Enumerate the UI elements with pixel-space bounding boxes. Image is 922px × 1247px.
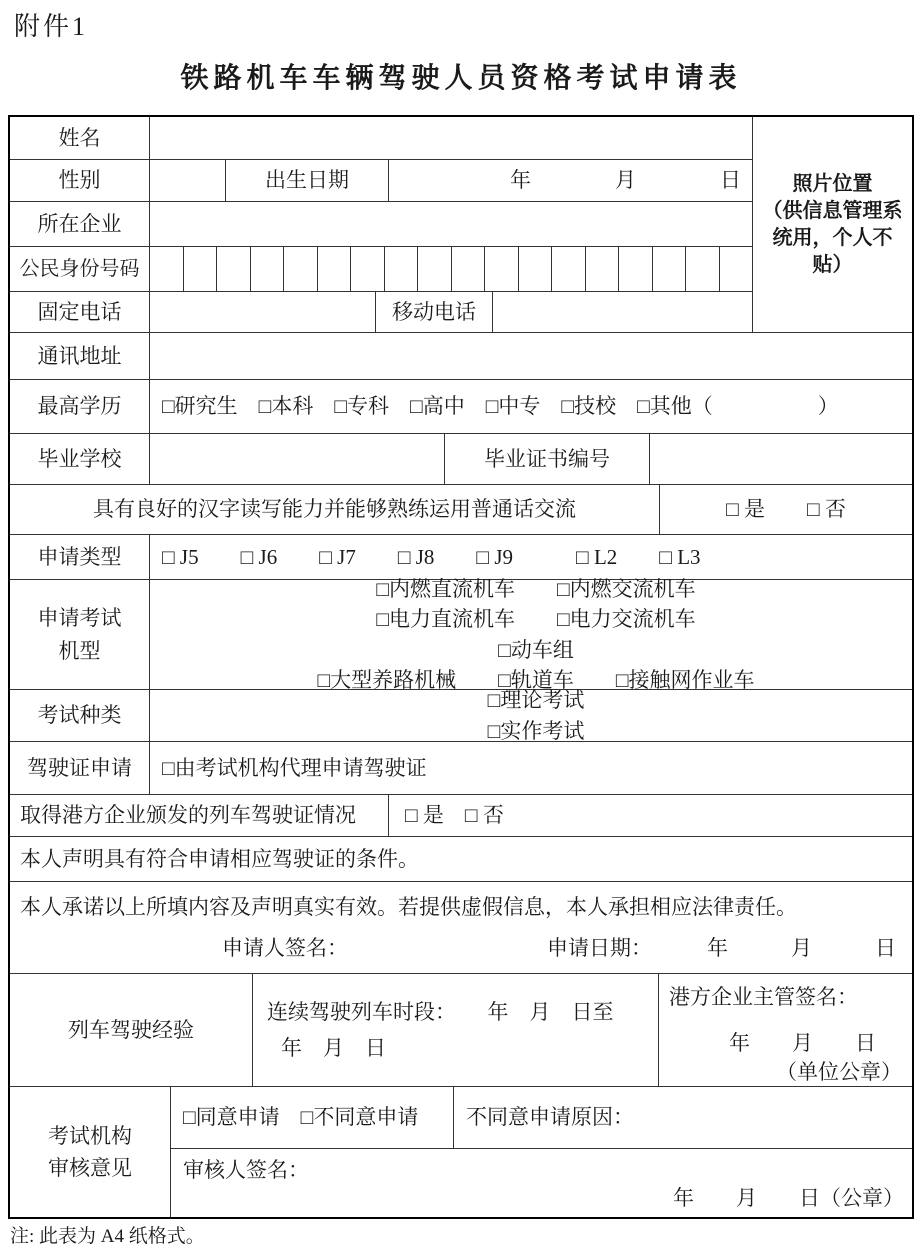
row-company (10, 202, 752, 247)
birth-date-ymd: 年 月 日 (388, 160, 752, 201)
photo-note-line: （供信息管理系 (762, 199, 903, 222)
birth-date-label: 出生日期 (225, 160, 388, 201)
education-options: □研究生 □本科 □专科 □高中 □中专 □技校 □其他（ ） (149, 380, 912, 433)
machine-type-options-line: □动车组 (498, 637, 574, 662)
applicant-sign-label: 申请人签名： (222, 935, 348, 960)
fixed-phone-label: 固定电话 (37, 299, 122, 324)
row-name (10, 117, 752, 160)
id-digit-box (250, 247, 284, 291)
apply-type-label: 申请类型 (37, 544, 122, 569)
mobile-phone-input-cell (492, 292, 752, 332)
row-hk-license (10, 795, 912, 837)
gender-input-cell (149, 160, 225, 201)
hk-license-statement: 取得港方企业颁发的列车驾驶证情况 (20, 803, 356, 828)
row-gender-birth (10, 160, 752, 202)
name-label: 姓名 (58, 125, 101, 150)
review-label-line: 审核意见 (48, 1156, 132, 1180)
commitment-sign-line (10, 935, 912, 961)
row-phones (10, 292, 752, 332)
review-ymd-seal: 年 月 日（公章） (673, 1185, 904, 1210)
machine-type-label (10, 580, 149, 689)
page-title: 铁路机车车辆驾驶人员资格考试申请表 (180, 62, 742, 93)
row-id-number (10, 247, 752, 292)
id-digit-boxes (149, 247, 752, 291)
hk-company-seal-label: （单位公章） (776, 1059, 902, 1084)
row-school (10, 434, 912, 485)
review-reason-label: 不同意申请原因： (453, 1087, 912, 1148)
exam-kind-option-line: □理论考试 (487, 688, 585, 713)
top-left-rows (10, 117, 752, 332)
id-digit-box (417, 247, 451, 291)
photo-note-line: 统用，个人不 (772, 226, 893, 249)
id-digit-box (484, 247, 518, 291)
row-apply-type (10, 535, 912, 580)
photo-title: 照片位置 (792, 172, 873, 195)
id-digit-box (150, 247, 183, 291)
row-review-opinion (10, 1087, 912, 1217)
id-digit-box (283, 247, 317, 291)
name-input-cell (149, 117, 752, 159)
commitment-cell (10, 882, 912, 973)
company-label: 所在企业 (37, 211, 122, 236)
school-label: 毕业学校 (37, 446, 122, 471)
row-declaration (10, 837, 912, 882)
id-digit-box (183, 247, 217, 291)
reviewer-sign-label: 审核人签名： (183, 1158, 309, 1182)
machine-type-options-line: □大型养路机械 □轨道车 □接触网作业车 (317, 667, 755, 692)
row-exam-kind (10, 690, 912, 742)
address-label: 通讯地址 (37, 343, 122, 368)
experience-period-line2: 年 月 日 (281, 1036, 386, 1060)
id-digit-box (317, 247, 351, 291)
id-digit-box (384, 247, 418, 291)
machine-type-label-line: 申请考试 (37, 606, 122, 631)
exam-kind-options (149, 690, 912, 741)
id-digit-box (618, 247, 652, 291)
experience-period-cell (252, 974, 658, 1086)
row-license-apply (10, 742, 912, 795)
row-address (10, 333, 912, 380)
id-digit-box (350, 247, 384, 291)
machine-type-label-line: 机型 (58, 638, 101, 663)
photo-placeholder-cell (752, 117, 912, 332)
apply-date-label: 申请日期： (547, 935, 652, 960)
review-right-section (170, 1087, 912, 1217)
license-apply-option: □由考试机构代理申请驾驶证 (149, 742, 912, 794)
certificate-number-input-cell (649, 434, 912, 484)
commitment-text: 本人承诺以上所填内容及声明真实有效。若提供虚假信息，本人承担相应法律责任。 (20, 895, 797, 920)
id-digit-box (652, 247, 686, 291)
license-apply-label: 驾驶证申请 (27, 755, 132, 780)
hk-supervisor-sign-label: 港方企业主管签名： (669, 985, 858, 1009)
experience-period-line1: 连续驾驶列车时段： 年 月 日至 (267, 999, 614, 1024)
machine-type-options-line: □电力直流机车 □电力交流机车 (376, 607, 696, 632)
apply-type-options: □ J5 □ J6 □ J7 □ J8 □ J9 □ L2 □ L3 (149, 535, 912, 579)
school-input-cell (149, 434, 444, 484)
company-input-cell (149, 202, 752, 246)
hk-supervisor-ymd: 年 月 日 (729, 1031, 876, 1056)
review-label-line: 考试机构 (48, 1123, 132, 1148)
exam-kind-option-line: □实作考试 (487, 718, 585, 743)
language-statement: 具有良好的汉字读写能力并能够熟练运用普通话交流 (93, 497, 576, 522)
address-input-cell (149, 333, 912, 379)
certificate-number-label: 毕业证书编号 (444, 434, 649, 484)
application-form-table (8, 115, 914, 1219)
language-yes-no: □ 是 □ 否 (659, 485, 912, 534)
fixed-phone-input-cell (149, 292, 375, 332)
id-digit-box (518, 247, 552, 291)
reviewer-sign-subrow (171, 1149, 912, 1217)
row-machine-type (10, 577, 912, 692)
photo-note-line: 贴） (812, 253, 853, 276)
declaration-text: 本人声明具有符合申请相应驾驶证的条件。 (20, 846, 419, 871)
id-digit-box (685, 247, 719, 291)
top-section (10, 117, 912, 333)
row-language-ability (10, 485, 912, 535)
machine-type-options-line: □内燃直流机车 □内燃交流机车 (376, 577, 696, 601)
id-digit-box (551, 247, 585, 291)
id-digit-box (451, 247, 485, 291)
experience-label: 列车驾驶经验 (68, 1017, 194, 1042)
id-digit-box (216, 247, 250, 291)
id-digit-box (719, 247, 753, 291)
id-number-label: 公民身份号码 (19, 257, 140, 280)
review-options: □同意申请 □不同意申请 (183, 1105, 419, 1130)
hk-supervisor-cell (658, 974, 912, 1086)
id-digit-box (585, 247, 619, 291)
apply-date-ymd: 年 月 日 (707, 935, 896, 960)
row-driving-experience (10, 974, 912, 1087)
review-decision-subrow (171, 1087, 912, 1149)
education-label: 最高学历 (37, 394, 122, 419)
review-label (10, 1087, 170, 1217)
hk-license-yes-no: □ 是 □ 否 (388, 795, 912, 836)
row-education (10, 380, 912, 434)
machine-type-options (149, 577, 912, 692)
mobile-phone-label: 移动电话 (375, 292, 492, 332)
row-commitment (10, 882, 912, 974)
exam-kind-label: 考试种类 (37, 703, 122, 728)
gender-label: 性别 (58, 168, 101, 193)
attachment-label: 附件1 (14, 12, 89, 41)
footnote: 注: 此表为 A4 纸格式。 (10, 1226, 205, 1247)
